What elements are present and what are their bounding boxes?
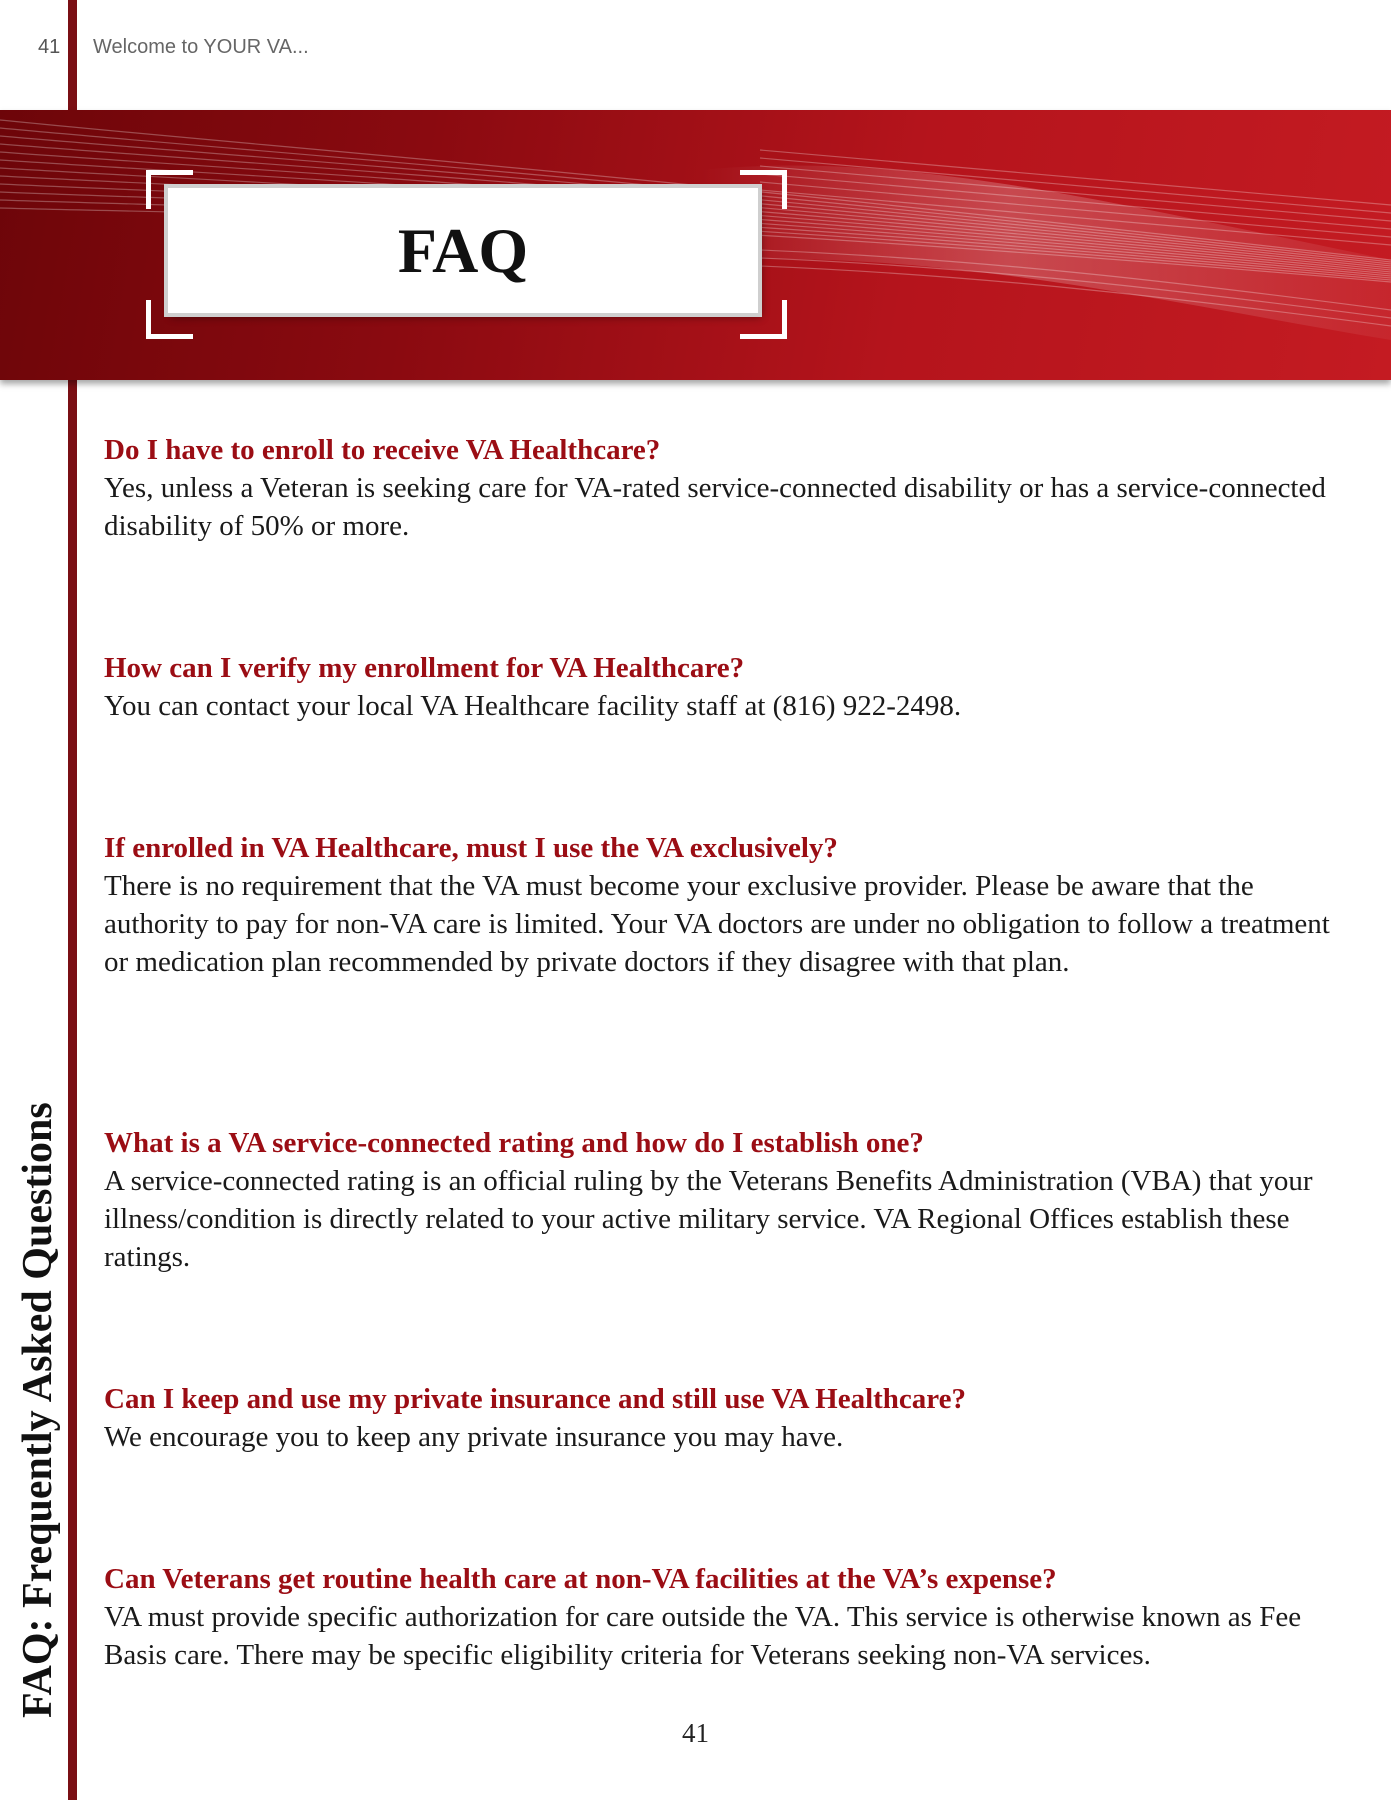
faq-question: If enrolled in VA Healthcare, must I use the VA exclusively? xyxy=(104,832,838,864)
faq-answer: Yes, unless a Veteran is seeking care for VA-rated service-connected disability or has a service-connected disability of 50% or more. xyxy=(104,472,1326,542)
faq-item xyxy=(104,431,1334,545)
faq-question: How can I verify my enrollment for VA Healthcare? xyxy=(104,652,745,684)
running-head: Welcome to YOUR VA... xyxy=(93,36,309,58)
faq-answer: You can contact your local VA Healthcare facility staff at (816) 922-2498. xyxy=(104,690,962,722)
faq-item xyxy=(104,1124,1334,1276)
faq-item xyxy=(104,829,1334,981)
faq-answer: VA must provide specific authorization for care outside the VA. This service is otherwise known as Fee Basis care. There may be specific eligibility criteria for Veterans seeking non-VA services. xyxy=(104,1601,1302,1671)
faq-item xyxy=(104,649,1334,725)
faq-question: Can I keep and use my private insurance and still use VA Healthcare? xyxy=(104,1383,967,1415)
faq-answer: A service-connected rating is an official ruling by the Veterans Benefits Administration (VBA) that your illness/condition is directly related to your active military service. VA Regional Offices establish these ratings. xyxy=(104,1165,1313,1273)
faq-item xyxy=(104,1380,1334,1456)
faq-answer: There is no requirement that the VA must become your exclusive provider. Please be aware that the authority to pay for non-VA care is limited. Your VA doctors are under no obligation to follow a treatment or medication plan recommended by private doctors if they disagree with that plan. xyxy=(104,870,1330,978)
faq-question: What is a VA service-connected rating and how do I establish one? xyxy=(104,1127,924,1159)
title-box xyxy=(168,188,758,313)
header-page-number: 41 xyxy=(38,36,61,58)
faq-answer: We encourage you to keep any private insurance you may have. xyxy=(104,1421,844,1453)
side-section-title: FAQ: Frequently Asked Questions xyxy=(15,1102,61,1718)
faq-item xyxy=(104,1560,1334,1674)
footer-page-number: 41 xyxy=(682,1718,709,1748)
page-title: FAQ xyxy=(397,214,529,286)
faq-question: Do I have to enroll to receive VA Healthcare? xyxy=(104,434,661,466)
faq-question: Can Veterans get routine health care at non-VA facilities at the VA’s expense? xyxy=(104,1563,1057,1595)
